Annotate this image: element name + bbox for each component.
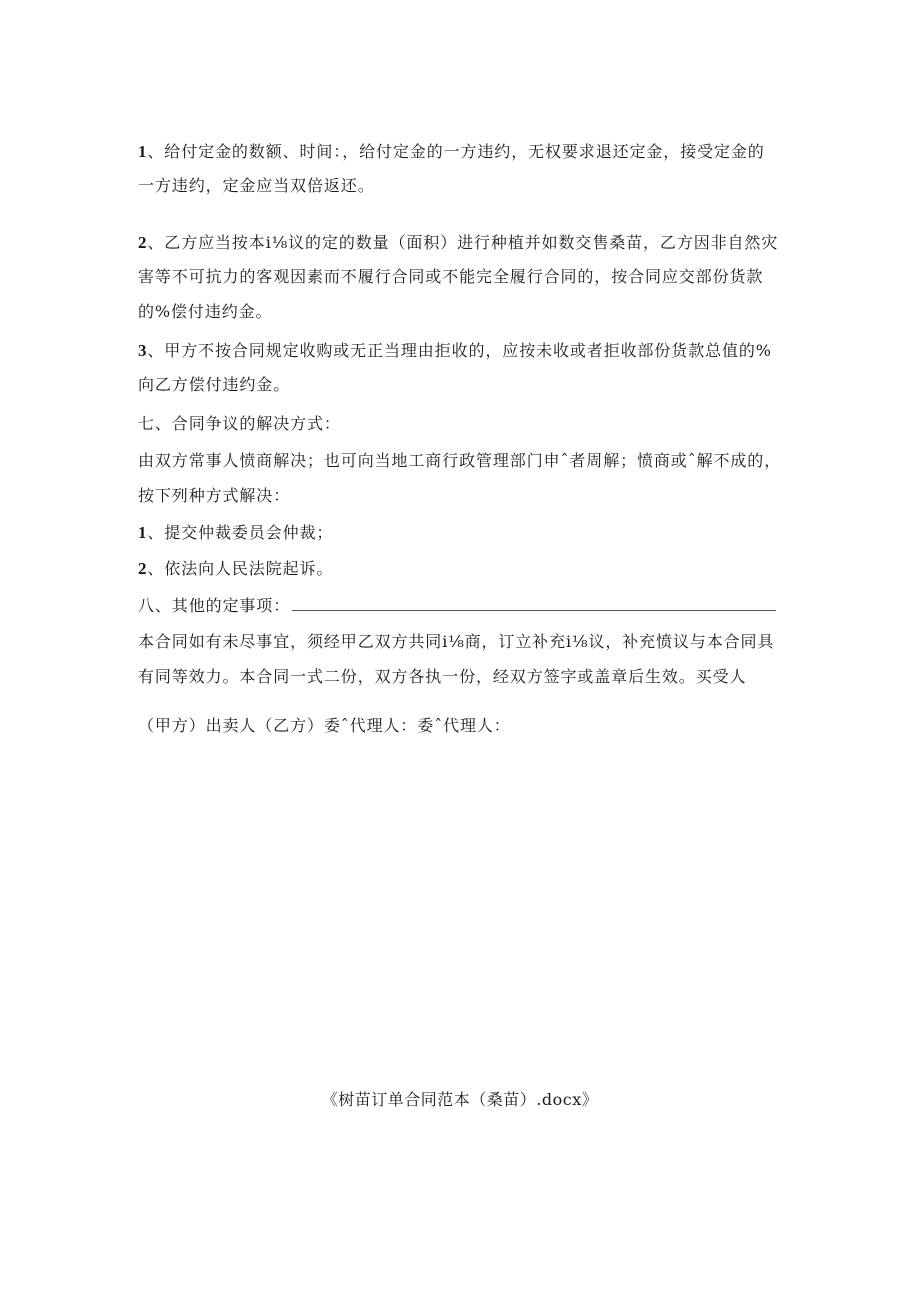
line-text: 的%偿付违约金。 — [138, 302, 273, 321]
dispute-text-line-1 — [138, 451, 798, 471]
dispute-option-court — [138, 559, 798, 579]
signature-line — [138, 716, 798, 736]
line-text: 按下列种方式解决： — [138, 486, 291, 505]
clause-planting-line-2 — [138, 267, 798, 287]
document-footer: 《树苗订单合同范本（桑苗）.docx》 — [321, 1090, 599, 1109]
line-text: 、甲方不按合同规定收购或无正当理由拒收的，应按未收或者拒收部份货款总值的% — [147, 341, 772, 360]
line-text: 、乙方应当按本i⅛议的定的数量（面积）进行种植并如数交售桑苗，乙方因非自然灾 — [147, 233, 779, 252]
line-text: 由双方常事人愤商解决；也可向当地工商行政管理部门申ˆ者周解；愤商或ˆ解不成的， — [138, 451, 782, 470]
line-text: 一方违约，定金应当双倍返还。 — [138, 176, 375, 195]
fill-in-blank — [292, 596, 776, 611]
dispute-option-arbitration — [138, 523, 798, 543]
line-text: 向乙方偿付违约金。 — [138, 375, 291, 394]
line-text: 、依法向人民法院起诉。 — [147, 559, 334, 578]
clause-deposit-line-2 — [138, 176, 798, 196]
other-text-line-2 — [138, 667, 798, 687]
clause-number: 2 — [138, 559, 148, 578]
clause-number: 2 — [138, 233, 148, 252]
line-text: 七、合同争议的解决方式： — [138, 414, 341, 433]
section-heading-dispute — [138, 414, 798, 434]
clause-number: 3 — [138, 341, 148, 360]
line-text: 害等不可抗力的客观因素而不履行合同或不能完全履行合同的，按合同应交部份货款 — [138, 267, 764, 286]
line-text: 有同等效力。本合同一式二份，双方各执一份，经双方签字或盖章后生效。买受人 — [138, 667, 747, 686]
line-text: 、提交仲裁委员会仲裁； — [147, 523, 334, 542]
clause-deposit-line-1 — [138, 142, 798, 162]
line-text: 、给付定金的数额、时间：，给付定金的一方违约，无权要求退还定金，接受定金的 — [147, 142, 765, 161]
clause-planting-line-3 — [138, 302, 798, 322]
clause-number: 1 — [138, 523, 148, 542]
clause-purchase-line-1 — [138, 341, 798, 361]
other-text-line-1 — [138, 632, 798, 652]
clause-number: 1 — [138, 142, 148, 161]
line-text: 八、其他的定事项： — [138, 596, 291, 615]
clause-purchase-line-2 — [138, 375, 798, 395]
clause-planting-line-1 — [138, 233, 798, 253]
line-text: （甲方）出卖人（乙方）委ˆ代理人：委ˆ代理人： — [138, 716, 511, 735]
dispute-text-line-2 — [138, 486, 798, 506]
section-heading-other — [138, 596, 798, 616]
line-text: 本合同如有未尽事宜，须经甲乙双方共同i⅛商，订立补充i⅛议，补充愤议与本合同具 — [138, 632, 775, 651]
